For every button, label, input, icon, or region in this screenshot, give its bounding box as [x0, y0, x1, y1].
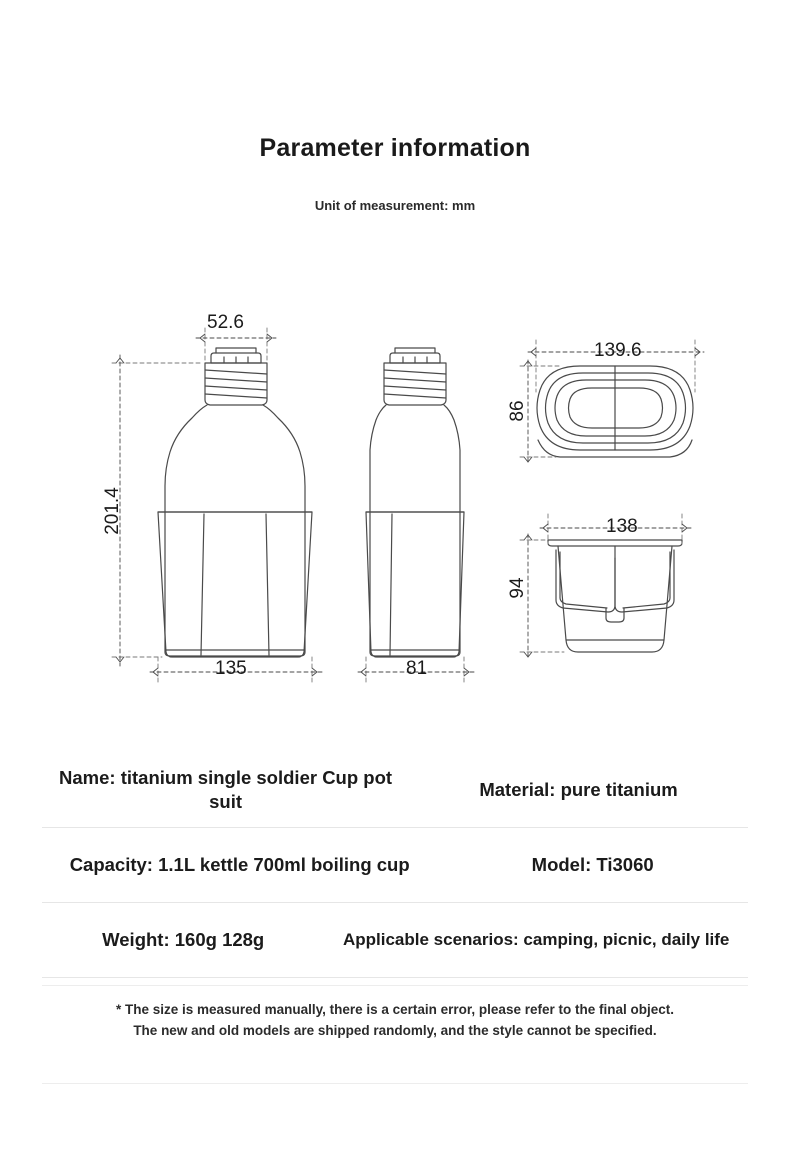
dim-label-86: 86 [507, 400, 528, 422]
spec-scenarios: Applicable scenarios: camping, picnic, daily life [342, 929, 730, 949]
dim-label-201-4: 201.4 [102, 487, 123, 535]
cup-top-view-shape [537, 366, 693, 457]
table-row [42, 752, 748, 828]
page-title: Parameter information [259, 134, 531, 162]
table-row [42, 903, 748, 978]
footnotes [42, 985, 748, 1042]
specs-table [42, 752, 748, 978]
kettle-side-view-shape [366, 348, 464, 657]
table-row [42, 828, 748, 903]
footnote-size-note: * The size is measured manually, there is a certain error, please refer to the final object. [116, 1002, 674, 1017]
spec-name: Name: titanium single soldier Cup pot suit [59, 766, 393, 812]
technical-drawings [0, 300, 790, 720]
unit-of-measurement-note: Unit of measurement: mm [314, 198, 476, 213]
spec-model: Model: Ti3060 [531, 853, 654, 875]
dim-label-138: 138 [606, 516, 638, 537]
bottom-divider [42, 1083, 748, 1084]
dim-label-52-6: 52.6 [207, 312, 244, 333]
dim-label-94: 94 [507, 577, 528, 599]
dim-label-139-6: 139.6 [594, 340, 642, 361]
footnote-model-note: The new and old models are shipped randomly, and the style cannot be specified. [133, 1022, 657, 1038]
spec-material: Material: pure titanium [479, 778, 678, 800]
dim-label-81: 81 [406, 658, 428, 679]
dim-label-135: 135 [215, 658, 247, 679]
spec-weight: Weight: 160g 128g [102, 928, 265, 950]
dim-201-4 [112, 363, 200, 657]
kettle-front-view-shape [158, 348, 312, 657]
cup-front-view-shape [548, 540, 682, 652]
spec-capacity: Capacity: 1.1L kettle 700ml boiling cup [69, 853, 410, 875]
